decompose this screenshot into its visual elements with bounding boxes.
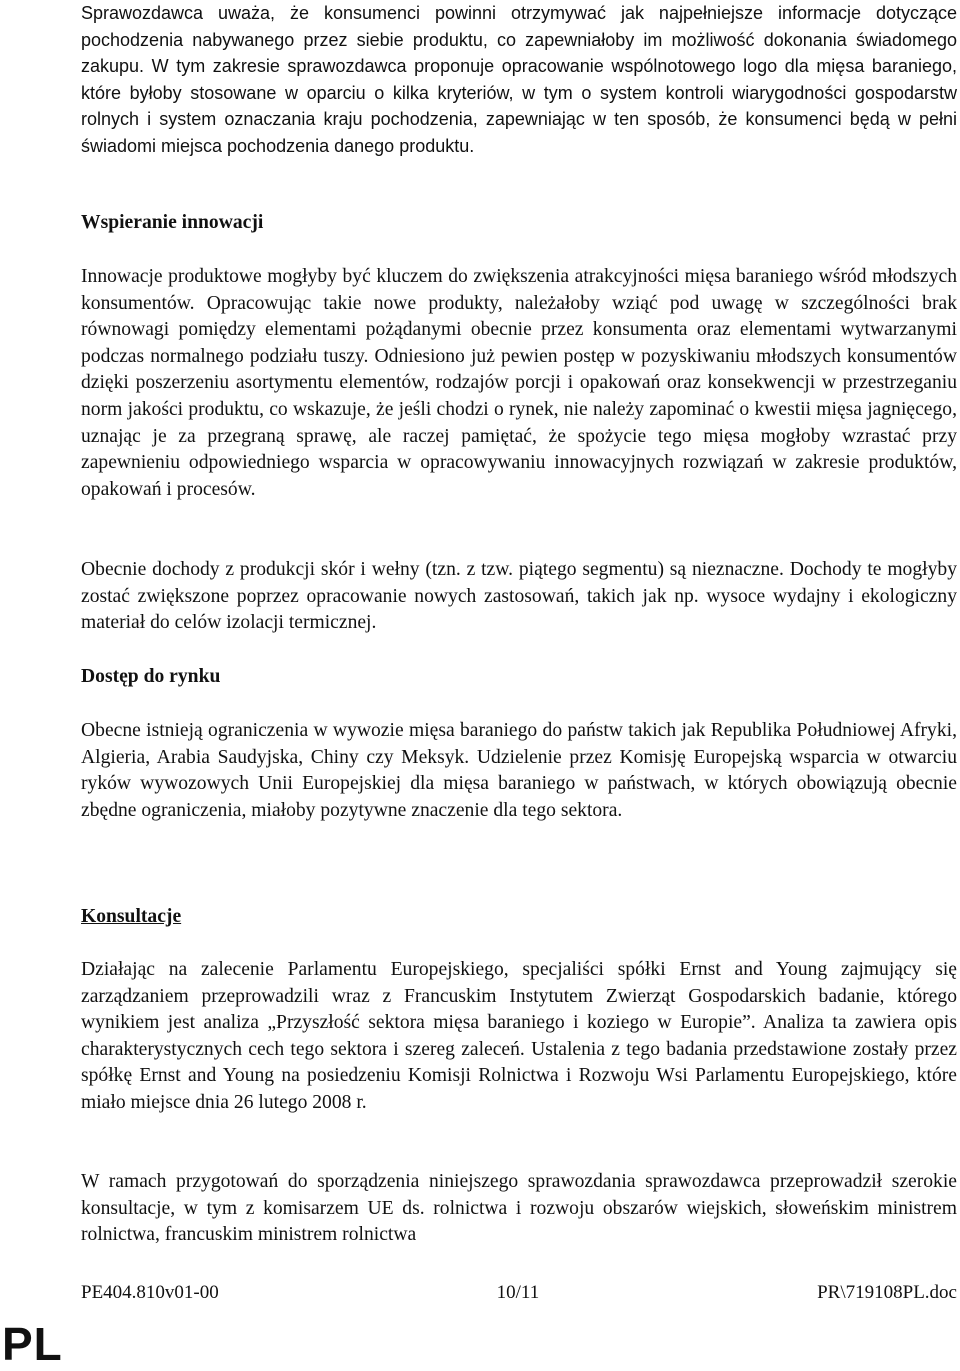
paragraph-origin-info: Sprawozdawca uważa, że konsumenci powinni otrzymywać jak najpełniejsze informacje dotyczące pochodzenia nabywanego przez siebie produktu, co zapewniałoby im możliwość dokonania świadomego zakupu. W tym zakresie sprawozdawca proponuje opracowanie wspólnotowego logo dla mięsa baraniego, które byłoby stosowane w oparciu o kilka kryteriów, w tym o system kontroli wiarygodności gospodarstw rolnych i system oznaczania kraju pochodzenia, zapewniając w ten sposób, że konsumenci będą w pełni świadomi miejsca pochodzenia danego produktu.	[81, 3, 957, 156]
heading-innovation: Wspieranie innowacji	[81, 212, 264, 233]
language-code: PL	[2, 1318, 63, 1370]
heading-consultations: Konsultacje	[81, 906, 182, 927]
footer-page-number: 10/11	[496, 1282, 540, 1303]
paragraph-consultations-study: Działając na zalecenie Parlamentu Europejskiego, specjaliści spółki Ernst and Young zajmujący się zarządzaniem przeprowadzili wraz z Francuskim Instytutem Zwierząt Gospodarskich badanie, którego wynikiem jest analiza „Przyszłość sektora mięsa baraniego i koziego w Europie”. Analiza ta zawiera opis charakterystycznych cech tego sektora i szereg zaleceń. Ustalenia z tego badania przedstawione zostały przez spółkę Ernst and Young na posiedzeniu Komisji Rolnictwa i Rozwoju Wsi Parlamentu Europejskiego, które miało miejsce dnia 26 lutego 2008 r.	[81, 959, 957, 1113]
paragraph-consultations-meetings: W ramach przygotowań do sporządzenia niniejszego sprawozdania sprawozdawca przeprowadził szerokie konsultacje, w tym z komisarzem UE ds. rolnictwa i rozwoju obszarów wiejskich, słoweńskim ministrem rolnictwa, francuskim ministrem rolnictwa	[81, 1171, 957, 1246]
paragraph-wool-income: Obecnie dochody z produkcji skór i wełny (tzn. z tzw. piątego segmentu) są nieznaczne. Dochody te mogłyby zostać zwiększone poprzez opracowanie nowych zastosowań, takich jak np. wysoce wydajny i ekologiczny materiał do celów izolacji termicznej.	[81, 559, 957, 634]
footer-document-number: PE404.810v01-00	[81, 1282, 219, 1303]
paragraph-innovation: Innowacje produktowe mogłyby być kluczem do zwiększenia atrakcyjności mięsa baraniego wśród młodszych konsumentów. Opracowując takie nowe produkty, należałoby wziąć pod uwagę w szczególności brak równowagi pomiędzy elementami pożądanymi obecnie przez konsumenta oraz elementami wytwarzanymi podczas normalnego podziału tuszy. Odniesiono już pewien postęp w pozyskiwaniu młodszych konsumentów dzięki poszerzeniu asortymentu elementów, rodzajów porcji i opakowań oraz konsekwencji w przestrzeganiu norm jakości produktu, co wskazuje, że jeśli chodzi o rynek, nie należy zapominać o kwestii mięsa jagnięcego, uznając je za przegraną sprawę, ale raczej pamiętać, że spożycie tego mięsa mogłoby wzrastać przy zapewnieniu odpowiedniego wsparcia w opracowywaniu innowacyjnych rozwiązań w zakresie produktów, opakowań i procesów.	[81, 266, 957, 500]
footer-file-name: PR\719108PL.doc	[817, 1282, 957, 1303]
page-footer	[81, 1281, 957, 1305]
heading-market-access: Dostęp do rynku	[81, 666, 221, 687]
paragraph-market-access: Obecne istnieją ograniczenia w wywozie mięsa baraniego do państw takich jak Republika Południowej Afryki, Algieria, Arabia Saudyjska, Chiny czy Meksyk. Udzielenie przez Komisję Europejską wsparcia w otwarciu ryków wywozowych Unii Europejskiej dla mięsa baraniego w państwach, w których obowiązują obecnie zbędne ograniczenia, miałoby pozytywne znaczenie dla tego sektora.	[81, 720, 957, 821]
